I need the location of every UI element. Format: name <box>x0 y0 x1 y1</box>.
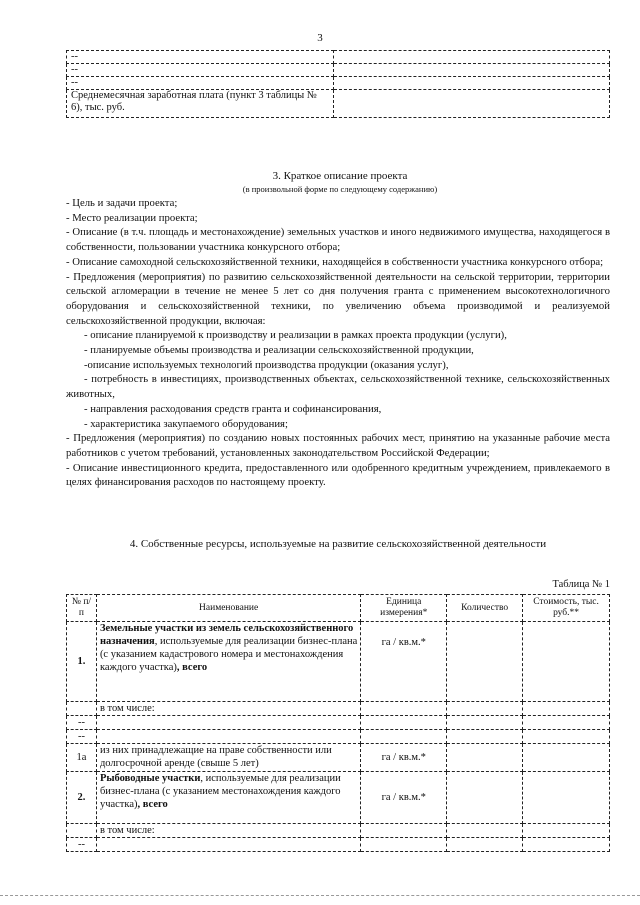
page-number: 3 <box>317 32 323 44</box>
row-num: 1а <box>67 744 97 772</box>
table-header-row <box>67 595 610 622</box>
list-item: - Предложения (мероприятия) по созданию новых постоянных рабочих мест, принятию на указанные рабочие места работников с учетом требований, установленных законодательством Российской Федерации; <box>66 432 610 459</box>
row-name <box>96 716 360 730</box>
row-name-rest: , используемые для реализации бизнес-плана (с указанием кадастрового номера и местонахождения каждого участка) <box>99 636 358 673</box>
table-row <box>67 838 610 852</box>
row-qty <box>447 730 523 744</box>
table-row <box>67 716 610 730</box>
section-3-body <box>66 196 610 490</box>
row-cost <box>523 716 610 730</box>
section-3-heading <box>60 170 620 196</box>
resources-table <box>66 594 610 852</box>
row-name-tail: , всего <box>176 662 208 673</box>
list-item: - планируемые объемы производства и реализации сельскохозяйственной продукции, <box>84 344 474 357</box>
list-item: - характеристика закупаемого оборудования; <box>84 417 288 430</box>
list-item: - потребность в инвестициях, производственных объектах, сельскохозяйственной технике, сельскохозяйственных животных, <box>66 373 610 401</box>
list-item: - Место реализации проекта; <box>66 211 198 224</box>
list-item: - Предложения (мероприятия) по развитию сельскохозяйственной деятельности на сельской территории, территории сельской агломерации в течение не менее 5 лет со дня получения гранта с применением высокотехнологичного оборудования и сельскохозяйственной техники, по увеличению объема производимой и реализуемой сельскохозяйственной продукции, включая: <box>66 270 610 327</box>
row-name: в том числе: <box>96 702 360 716</box>
row-num <box>67 702 97 716</box>
list-item: - Цель и задачи проекта; <box>66 197 178 209</box>
row-num: -- <box>67 838 97 852</box>
row-cost <box>523 772 610 824</box>
row-name: в том числе: <box>96 824 360 838</box>
row-name <box>96 622 360 702</box>
row-qty <box>447 716 523 730</box>
section-subtitle: (в произвольной форме по следующему содержанию) <box>242 184 438 194</box>
list-item: -описание используемых технологий производства продукции (оказания услуг), <box>84 358 449 371</box>
row-cost <box>523 622 610 702</box>
row-name <box>96 730 360 744</box>
table-row <box>67 772 610 824</box>
row-name-rest: , используемые для реализации бизнес-плана (с указанием местонахождения каждого участка) <box>99 773 341 810</box>
row-num: 2. <box>67 772 97 824</box>
row-num: -- <box>67 730 97 744</box>
table-row <box>67 622 610 702</box>
page-bottom-rule <box>0 895 640 896</box>
row-name-bold: Земельные участки из земель сельскохозяйственного назначения <box>99 623 354 647</box>
section-title: 3. Краткое описание проекта <box>272 170 408 182</box>
table-cell <box>334 77 610 90</box>
row-qty <box>447 824 523 838</box>
table-row <box>67 744 610 772</box>
row-qty <box>447 772 523 824</box>
row-cost <box>523 744 610 772</box>
row-unit: га / кв.м.* <box>361 744 447 772</box>
row-name <box>96 772 360 824</box>
row-num <box>67 824 97 838</box>
table-cell: -- <box>67 64 334 77</box>
table-cell <box>334 64 610 77</box>
table-row <box>67 730 610 744</box>
row-unit <box>361 824 447 838</box>
row-unit <box>361 838 447 852</box>
table-cell <box>334 51 610 64</box>
header-num: № п/п <box>67 595 97 622</box>
header-cost: Стоимость, тыс. руб.** <box>523 595 610 622</box>
row-num: 1. <box>67 622 97 702</box>
table-row <box>67 64 610 77</box>
table-row <box>67 51 610 64</box>
row-unit: га / кв.м.* <box>361 772 447 824</box>
table-row <box>67 824 610 838</box>
row-unit <box>361 716 447 730</box>
table-cell <box>334 90 610 118</box>
row-cost <box>523 702 610 716</box>
row-unit <box>361 702 447 716</box>
row-cost <box>523 838 610 852</box>
row-qty <box>447 622 523 702</box>
table-top <box>66 50 610 118</box>
row-name-bold: Рыбоводные участки <box>99 773 201 784</box>
row-qty <box>447 838 523 852</box>
table-row <box>67 77 610 90</box>
table-row <box>67 90 610 118</box>
list-item: - Описание (в т.ч. площадь и местонахождение) земельных участков и иного недвижимого имущества, находящегося в собственности, пользовании участника конкурсного отбора; <box>66 226 610 254</box>
list-item: - Описание самоходной сельскохозяйственной техники, находящейся в собственности участника конкурсного отбора; <box>66 255 604 268</box>
row-cost <box>523 730 610 744</box>
table-cell: -- <box>67 51 334 64</box>
row-unit <box>361 730 447 744</box>
header-qty: Количество <box>447 595 523 622</box>
row-unit: га / кв.м.* <box>361 622 447 702</box>
table-cell: Среднемесячная заработная плата (пункт 3 таблицы № 6), тыс. руб. <box>67 90 334 118</box>
list-item: - Описание инвестиционного кредита, предоставленного или одобренного кредитным учреждением, привлекаемого в целях финансирования расходов по настоящему проекту. <box>66 461 610 489</box>
row-num: -- <box>67 716 97 730</box>
table-cell: -- <box>67 77 334 90</box>
header-name: Наименование <box>96 595 360 622</box>
row-qty <box>447 702 523 716</box>
row-qty <box>447 744 523 772</box>
header-unit: Единица измерения* <box>361 595 447 622</box>
table-row <box>67 702 610 716</box>
table-caption: Таблица № 1 <box>552 579 610 590</box>
row-cost <box>523 824 610 838</box>
row-name-tail: , всего <box>137 799 168 810</box>
list-item: - направления расходования средств гранта и софинансирования, <box>84 402 382 415</box>
list-item: - описание планируемой к производству и реализации в рамках проекта продукции (услуги), <box>84 329 507 342</box>
row-name <box>96 838 360 852</box>
section-4-heading: 4. Собственные ресурсы, используемые на развитие сельскохозяйственной деятельности <box>129 538 547 550</box>
row-name: из них принадлежащие на праве собственности или долгосрочной аренде (свыше 5 лет) <box>96 744 360 772</box>
